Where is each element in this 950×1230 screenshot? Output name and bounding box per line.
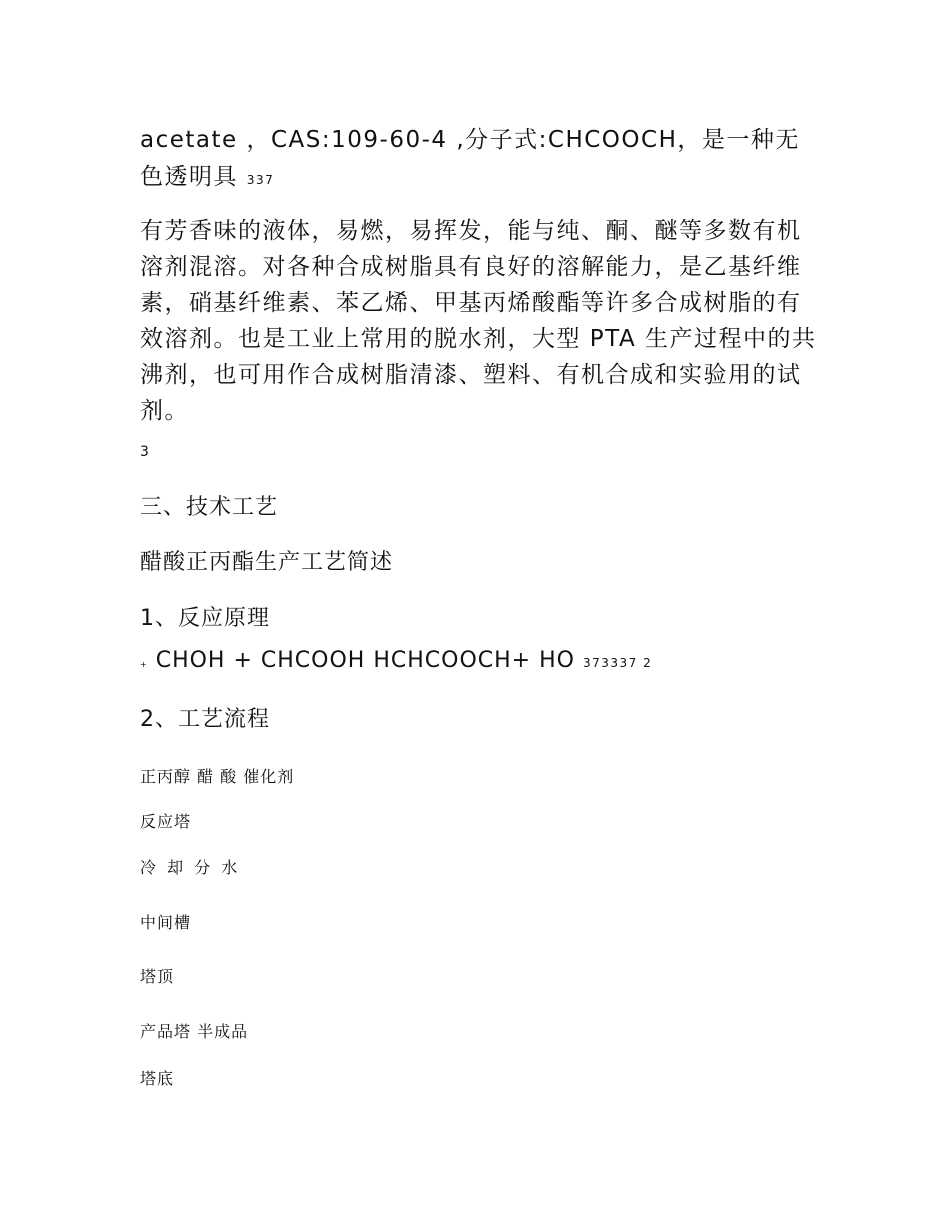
reaction-equation: CHOH + CHCOOH HCHCOOCH+ HO xyxy=(155,648,575,673)
intro-line-2-text: 色透明具 xyxy=(140,164,238,190)
flow-heading: 2、工艺流程 xyxy=(140,707,270,732)
plus-mark: + xyxy=(140,660,148,669)
paragraph-line-5: 沸剂，也可用作合成树脂清漆、塑料、有机合成和实验用的试 xyxy=(140,362,802,388)
intro-line-2-subscript: 337 xyxy=(246,173,275,187)
process-title: 醋酸正丙酯生产工艺简述 xyxy=(140,550,394,575)
intro-line-2 xyxy=(140,158,274,191)
footnote-number: 3 xyxy=(140,444,149,460)
flow-item-cooling: 冷 却 分 水 xyxy=(140,858,241,877)
flow-item-reaction-tower: 反应塔 xyxy=(140,812,192,831)
flow-item-product-tower: 产品塔 半成品 xyxy=(140,1022,249,1041)
intro-line-1: acetate ，CAS:109-60-4 ,分子式:CHCOOCH，是一种无 xyxy=(140,127,800,153)
paragraph-line-3: 素，硝基纤维素、苯乙烯、甲基丙烯酸酯等许多合成树脂的有 xyxy=(140,290,802,316)
paragraph-line-6: 剂。 xyxy=(140,398,189,424)
section-heading: 三、技术工艺 xyxy=(140,495,279,520)
reaction-subscripts: 373337 2 xyxy=(582,656,653,670)
paragraph-line-2: 溶剂混溶。对各种合成树脂具有良好的溶解能力，是乙基纤维 xyxy=(140,254,802,280)
reaction-heading: 1、反应原理 xyxy=(140,606,270,631)
flow-item-raw-materials: 正丙醇 醋 酸 催化剂 xyxy=(140,767,295,786)
flow-item-tower-top: 塔顶 xyxy=(140,967,175,986)
flow-item-intermediate-tank: 中间槽 xyxy=(140,913,192,932)
paragraph-line-1: 有芳香味的液体，易燃，易挥发，能与纯、酮、醚等多数有机 xyxy=(140,218,802,244)
reaction-equation-line xyxy=(140,648,652,673)
flow-item-tower-bottom: 塔底 xyxy=(140,1069,175,1088)
paragraph-line-4: 效溶剂。也是工业上常用的脱水剂，大型 PTA 生产过程中的共 xyxy=(140,326,817,352)
